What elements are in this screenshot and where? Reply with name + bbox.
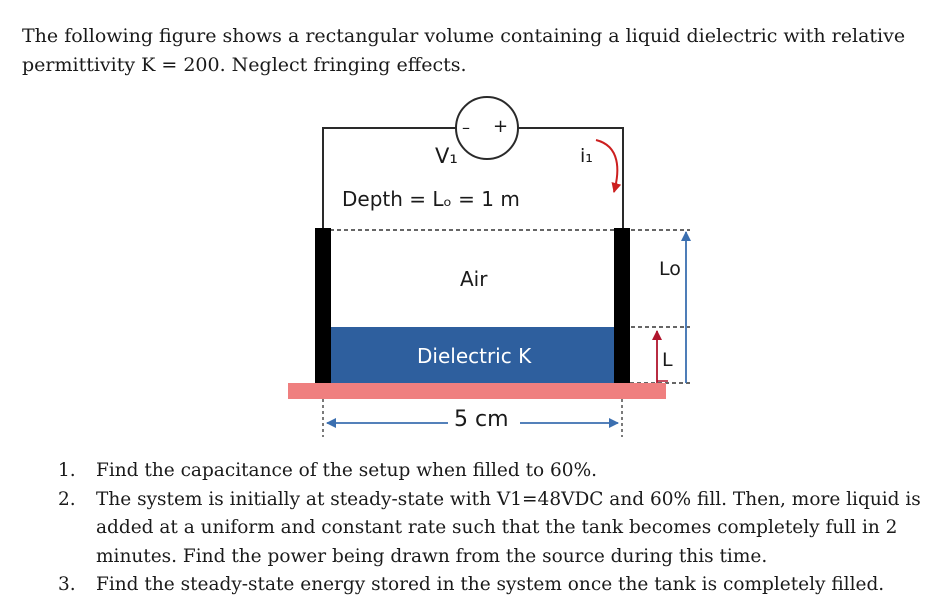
depth-label: Depth = Lₒ = 1 m xyxy=(342,187,520,211)
question-item xyxy=(58,457,928,486)
dielectric-label: Dielectric K xyxy=(417,344,532,368)
question-text: The system is initially at steady-state with V1=48VDC and 60% fill. Then, more liquid is added at a uniform and constant rate such that the tank becomes completely full in 2 minutes. Find the power being drawn from the source during this time. xyxy=(96,488,921,567)
l-label: L xyxy=(662,349,673,371)
question-text: Find the steady-state energy stored in the system once the tank is completely filled. xyxy=(96,574,885,595)
air-label: Air xyxy=(460,267,488,291)
intro-line-2: permittivity K = 200. Neglect fringing effects. xyxy=(22,54,467,76)
question-number: 3. xyxy=(58,574,76,595)
question-item xyxy=(58,571,928,600)
left-plate xyxy=(315,228,331,385)
circuit-wire-right xyxy=(518,128,623,228)
question-number: 1. xyxy=(58,460,76,481)
current-arrow-icon xyxy=(596,140,617,192)
lo-label: Lo xyxy=(659,258,681,280)
question-number: 2. xyxy=(58,488,76,510)
circuit-wire xyxy=(323,128,456,228)
base-platform xyxy=(288,383,666,399)
width-label: 5 cm xyxy=(454,407,509,432)
source-plus-sign: + xyxy=(493,116,509,137)
source-minus-sign: – xyxy=(462,118,470,137)
question-list xyxy=(58,457,928,600)
intro-line-1: The following figure shows a rectangular volume containing a liquid dielectric with relative xyxy=(22,25,906,47)
source-label: V₁ xyxy=(435,144,458,168)
right-plate xyxy=(614,228,630,385)
question-text: Find the capacitance of the setup when filled to 60%. xyxy=(96,460,598,481)
current-label: i₁ xyxy=(580,145,593,167)
question-item xyxy=(58,486,928,572)
